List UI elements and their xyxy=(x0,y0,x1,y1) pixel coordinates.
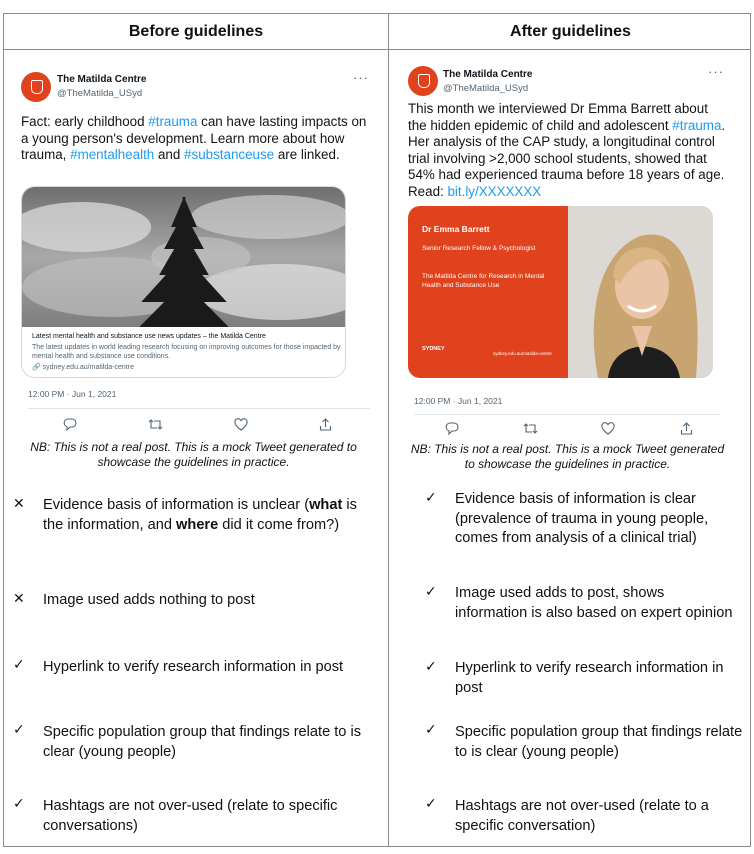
card-title[interactable]: Latest mental health and substance use news updates – the Matilda Centre xyxy=(32,333,266,340)
cross-icon: ✕ xyxy=(13,495,25,511)
header-divider xyxy=(4,49,750,50)
promo-panel xyxy=(408,206,568,378)
reply-icon[interactable] xyxy=(62,417,78,431)
promo-name: Dr Emma Barrett xyxy=(422,224,490,234)
check-icon: ✓ xyxy=(13,721,25,737)
criterion-text: Hyperlink to verify research information in post xyxy=(43,659,344,675)
account-avatar[interactable] xyxy=(408,66,438,96)
criterion-text: Specific population group that findings relate to is clear (young people) xyxy=(455,724,743,760)
share-icon[interactable] xyxy=(318,417,334,431)
mock-note: NB: This is not a real post. This is a mock Tweet generated to showcase the guidelines in practice. xyxy=(410,442,725,471)
share-icon[interactable] xyxy=(678,421,694,435)
short-link[interactable]: bit.ly/XXXXXXX xyxy=(447,183,542,199)
hashtag-link[interactable]: #mentalhealth xyxy=(70,147,155,162)
mock-note: NB: This is not a real post. This is a mock Tweet generated to showcase the guidelines in practice. xyxy=(30,440,357,469)
university-logo: SYDNEY xyxy=(422,346,445,352)
criterion-text: Hyperlink to verify research information in post xyxy=(455,660,724,696)
account-name[interactable]: The Matilda Centre xyxy=(57,74,147,85)
header-after: After guidelines xyxy=(510,23,631,40)
link-icon: 🔗 xyxy=(32,364,41,371)
check-icon: ✓ xyxy=(425,489,437,505)
tweet-separator xyxy=(414,414,720,415)
hashtag-link[interactable]: #substanceuse xyxy=(184,147,275,162)
card-url[interactable]: 🔗 sydney.edu.au/matilda-centre xyxy=(32,364,134,371)
hashtag-link[interactable]: #trauma xyxy=(148,114,198,129)
check-icon: ✓ xyxy=(425,583,437,599)
criterion-text: Image used adds nothing to post xyxy=(43,592,255,608)
account-handle[interactable]: @TheMatilda_USyd xyxy=(443,83,529,94)
tweet-timestamp[interactable]: 12:00 PM · Jun 1, 2021 xyxy=(414,396,503,406)
account-avatar[interactable] xyxy=(21,72,51,102)
check-icon: ✓ xyxy=(425,658,437,674)
tweet-text: This month we interviewed Dr Emma Barrett about the hidden epidemic of child and adolescent #trauma. Her analysis of the CAP study, a longitudinal control trial involving >2,000 school students, showed that 54% had experienced trauma before 18 years of age. Read: bit.ly/XXXXXXX xyxy=(408,101,726,199)
criterion-text: Image used adds to post, shows information is also based on expert opinion xyxy=(455,585,733,621)
tweet-timestamp[interactable]: 12:00 PM · Jun 1, 2021 xyxy=(28,389,117,399)
criterion-text: Hashtags are not over-used (relate to a specific conversation) xyxy=(455,798,709,834)
more-icon[interactable]: ··· xyxy=(353,70,369,85)
card-description: The latest updates in world leading research focusing on improving outcomes for those impacted by mental health and substance use conditions. xyxy=(32,344,341,360)
criterion-text: Hashtags are not over-used (relate to specific conversations) xyxy=(43,798,338,834)
criterion-text: Evidence basis of information is unclear (what is the information, and where did it come from?) xyxy=(43,497,357,533)
tweet-actions xyxy=(62,417,334,431)
criterion-text: Evidence basis of information is clear (prevalence of trauma in young people, comes from analysis of a clinical trial) xyxy=(455,491,709,546)
check-icon: ✓ xyxy=(425,721,437,737)
tree-photo xyxy=(22,187,345,327)
tweet-separator xyxy=(28,408,370,409)
promo-org: The Matilda Centre for Research in Mental Health and Substance Use xyxy=(422,273,545,289)
retweet-icon[interactable] xyxy=(522,421,538,435)
more-icon[interactable]: ··· xyxy=(708,64,724,79)
check-icon: ✓ xyxy=(13,795,25,811)
retweet-icon[interactable] xyxy=(147,417,163,431)
account-handle[interactable]: @TheMatilda_USyd xyxy=(57,88,143,99)
hashtag-link[interactable]: #trauma xyxy=(672,117,722,133)
tweet-text: Fact: early childhood #trauma can have lasting impacts on a young person's development. Learn more about how trauma, #mentalhealth and #substanceuse are linked. xyxy=(21,114,367,162)
like-icon[interactable] xyxy=(600,421,616,435)
account-name[interactable]: The Matilda Centre xyxy=(443,69,533,80)
promo-image[interactable] xyxy=(408,206,713,378)
promo-url: sydney.edu.au/matilda-centre xyxy=(493,351,552,356)
reply-icon[interactable] xyxy=(444,421,460,435)
promo-role: Senior Research Fellow & Psychologist xyxy=(422,245,536,252)
link-preview-card[interactable] xyxy=(21,186,346,378)
portrait-photo xyxy=(568,206,713,378)
like-icon[interactable] xyxy=(233,417,249,431)
header-before: Before guidelines xyxy=(128,23,264,40)
criterion-text: Specific population group that findings relate to is clear (young people) xyxy=(43,724,362,760)
cross-icon: ✕ xyxy=(13,590,25,606)
tweet-actions xyxy=(444,421,694,435)
check-icon: ✓ xyxy=(13,656,25,672)
check-icon: ✓ xyxy=(425,795,437,811)
column-divider xyxy=(388,14,389,846)
